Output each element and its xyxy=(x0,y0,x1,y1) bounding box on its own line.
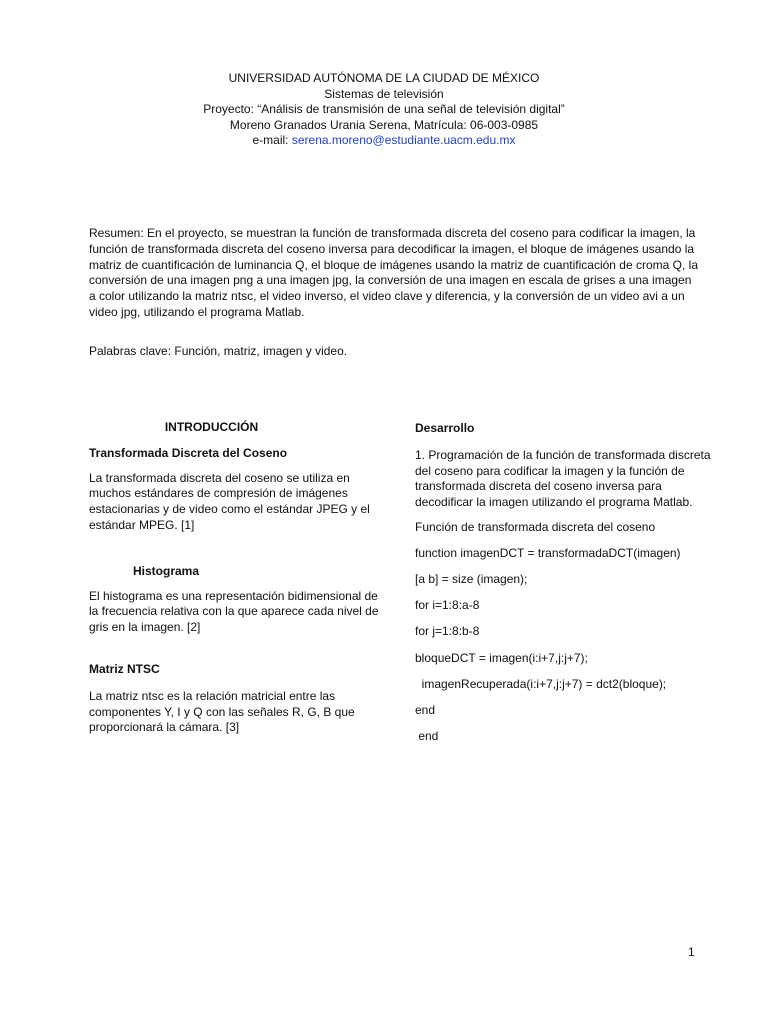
code-line: function imagenDCT = transformadaDCT(imagen) xyxy=(415,545,681,560)
email-label: e-mail: xyxy=(252,133,292,147)
right-column xyxy=(415,421,715,745)
page-number: 1 xyxy=(688,945,695,959)
project-title: Proyecto: “Análisis de transmisión de una señal de televisión digital” xyxy=(203,102,565,116)
code-line: bloqueDCT = imagen(i:i+7,j:j+7); xyxy=(415,650,588,665)
course-name: Sistemas de televisión xyxy=(324,86,444,101)
left-column xyxy=(89,420,379,736)
code-line: imagenRecuperada(i:i+7,j:j+7) = dct2(bloque); xyxy=(415,676,667,691)
dct-heading: Transformada Discreta del Coseno xyxy=(89,445,288,460)
code-line: for i=1:8:a-8 xyxy=(415,598,480,613)
code-line: end xyxy=(415,729,439,744)
introduction-heading: INTRODUCCIÓN xyxy=(164,420,259,434)
code-line: end xyxy=(415,702,436,717)
development-paragraph: 1. Programación de la función de transformada discreta del coseno para codificar la imagen y la función de transformada discreta del coseno inversa para decodificar la imagen utilizando el programa Matlab. xyxy=(415,447,711,510)
ntsc-heading: Matriz NTSC xyxy=(89,661,160,676)
dct-paragraph: La transformada discreta del coseno se utiliza en muchos estándares de compresión de imágenes estacionarias y de video como el estándar JPEG y el estándar MPEG. [1] xyxy=(89,470,370,532)
histogram-paragraph: El histograma es una representación bidimensional de la frecuencia relativa con la que aparece cada nivel de gris en la imagen. [2] xyxy=(89,588,379,635)
dct-function-label: Función de transformada discreta del coseno xyxy=(415,519,656,534)
histogram-heading: Histograma xyxy=(133,563,200,578)
author-line: Moreno Granados Urania Serena, Matrícula: 06-003-0985 xyxy=(229,117,539,132)
development-heading: Desarrollo xyxy=(415,421,475,435)
email-line xyxy=(0,133,768,149)
paper-header xyxy=(0,71,768,149)
university-name: UNIVERSIDAD AUTÓNOMA DE LA CIUDAD DE MÉXICO xyxy=(228,71,540,85)
code-line: for j=1:8:b-8 xyxy=(415,624,480,639)
code-line: [a b] = size (imagen); xyxy=(415,571,528,586)
email-link[interactable]: serena.moreno@estudiante.uacm.edu.mx xyxy=(291,133,516,147)
abstract: Resumen: En el proyecto, se muestran la función de transformada discreta del coseno para codificar la imagen, la función de transformada discreta del coseno inversa para decodificar la imagen, el bloque de imágenes usando la matriz de cuantificación de luminancia Q, el bloque de imágenes usando la matriz de cuantificación de croma Q, la conversión de una imagen png a una imagen jpg, la conversión de una imagen en escala de grises a una imagen a color utilizando la matriz ntsc, el video inverso, el video clave y diferencia, y la conversión de un video avi a un video jpg, utilizando el programa Matlab. xyxy=(89,226,698,319)
keywords: Palabras clave: Función, matriz, imagen y video. xyxy=(89,344,348,358)
ntsc-paragraph: La matriz ntsc es la relación matricial entre las componentes Y, I y Q con las señales R, G, B que proporcionará la cámara. [3] xyxy=(89,688,355,735)
